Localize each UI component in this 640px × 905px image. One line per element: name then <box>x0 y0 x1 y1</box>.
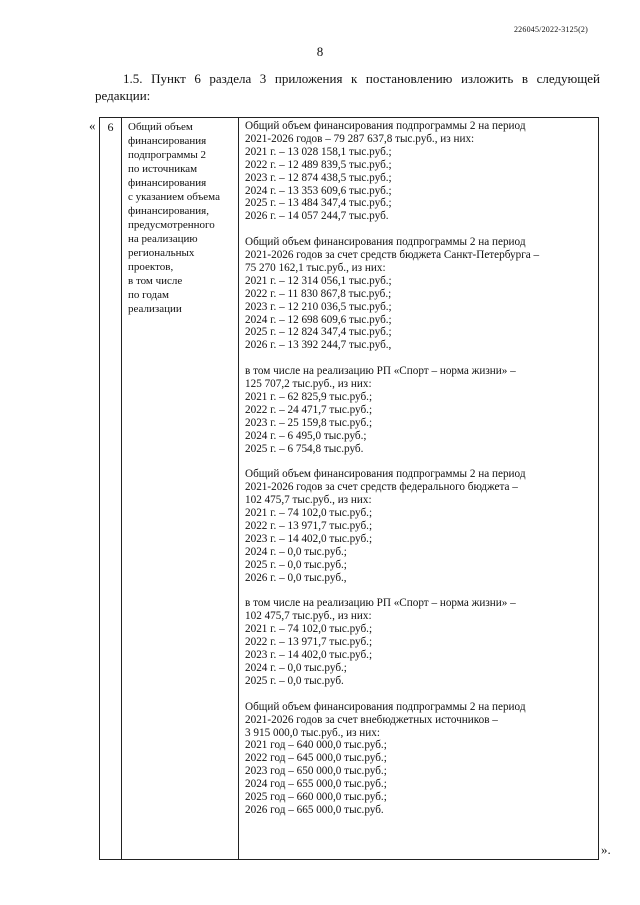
value-line: 2026 г. – 0,0 тыс.руб., <box>245 571 347 584</box>
opening-quote: « <box>89 118 96 133</box>
value-line: 2023 г. – 14 402,0 тыс.руб.; <box>245 532 373 545</box>
value-line: 2022 г. – 13 971,7 тыс.руб.; <box>245 520 373 533</box>
value-line: 2024 г. – 6 495,0 тыс.руб.; <box>245 429 367 442</box>
section-spacer <box>245 223 598 236</box>
financing-table <box>99 117 599 860</box>
value-line: 2021 год – 640 000,0 тыс.руб.; <box>245 739 387 752</box>
value-line: 102 475,7 тыс.руб., из них: <box>245 610 372 623</box>
value-line: 2022 г. – 24 471,7 тыс.руб.; <box>245 403 373 416</box>
value-line: 2025 г. – 6 754,8 тыс.руб. <box>245 442 364 455</box>
description-line: финансирования, <box>128 205 209 217</box>
value-line: 2024 г. – 13 353 609,6 тыс.руб.; <box>245 184 392 197</box>
description-line: на реализацию <box>128 233 198 245</box>
value-line: 125 707,2 тыс.руб., из них: <box>245 378 372 391</box>
value-line: 2021-2026 годов за счет внебюджетных источников – <box>245 713 498 726</box>
description-line: с указанием объема <box>128 191 220 203</box>
value-line: 2021-2026 годов за счет средств федерального бюджета – <box>245 481 518 494</box>
value-line: 2021 г. – 13 028 158,1 тыс.руб.; <box>245 145 392 158</box>
intro-line-2: редакции: <box>95 88 151 103</box>
description-line: проектов, <box>128 261 174 273</box>
section-spacer <box>245 352 598 365</box>
description-cell <box>122 118 239 859</box>
value-line: 2025 г. – 0,0 тыс.руб.; <box>245 558 347 571</box>
value-line: в том числе на реализацию РП «Спорт – норма жизни» – <box>245 365 516 378</box>
value-line: 2021 г. – 74 102,0 тыс.руб.; <box>245 507 373 520</box>
value-line: 2024 год – 655 000,0 тыс.руб.; <box>245 778 387 791</box>
value-line: 2024 г. – 12 698 609,6 тыс.руб.; <box>245 313 392 326</box>
page-number: 8 <box>316 44 324 59</box>
value-line: Общий объем финансирования подпрограммы 2 на период <box>245 468 526 481</box>
value-line: 2021 г. – 12 314 056,1 тыс.руб.; <box>245 274 392 287</box>
description-line: предусмотренного <box>128 219 215 231</box>
value-line: 2023 г. – 14 402,0 тыс.руб.; <box>245 649 373 662</box>
description-line: в том числе <box>128 275 183 287</box>
value-line: 2026 год – 665 000,0 тыс.руб. <box>245 803 384 816</box>
closing-quote: ». <box>601 842 611 857</box>
description-line: реализации <box>128 303 182 315</box>
value-line: 2023 год – 650 000,0 тыс.руб.; <box>245 765 387 778</box>
value-line: 2023 г. – 12 874 438,5 тыс.руб.; <box>245 171 392 184</box>
value-line: 2022 г. – 12 489 839,5 тыс.руб.; <box>245 158 392 171</box>
value-line: 2022 г. – 11 830 867,8 тыс.руб.; <box>245 287 392 300</box>
description-line: подпрограммы 2 <box>128 149 207 161</box>
description-line: региональных <box>128 247 195 259</box>
description-line: финансирования <box>128 135 207 147</box>
section-spacer <box>245 688 598 701</box>
value-line: в том числе на реализацию РП «Спорт – норма жизни» – <box>245 597 516 610</box>
value-line: 2021 г. – 74 102,0 тыс.руб.; <box>245 623 373 636</box>
value-line: 2026 г. – 13 392 244,7 тыс.руб., <box>245 339 392 352</box>
description-line: Общий объем <box>128 121 193 133</box>
value-line: 2026 г. – 14 057 244,7 тыс.руб. <box>245 210 389 223</box>
value-line: 2025 г. – 12 824 347,4 тыс.руб.; <box>245 326 392 339</box>
value-line: 102 475,7 тыс.руб., из них: <box>245 494 372 507</box>
value-line: 75 270 162,1 тыс.руб., из них: <box>245 261 386 274</box>
row-number-cell: 6 <box>100 118 122 859</box>
value-line: Общий объем финансирования подпрограммы 2 на период <box>245 236 526 249</box>
description-line: по источникам <box>128 163 198 175</box>
intro-paragraph <box>95 70 600 104</box>
value-line: 2022 год – 645 000,0 тыс.руб.; <box>245 752 387 765</box>
value-line: 2023 г. – 12 210 036,5 тыс.руб.; <box>245 300 392 313</box>
value-line: 2025 год – 660 000,0 тыс.руб.; <box>245 791 387 804</box>
section-spacer <box>245 456 598 469</box>
value-line: 2022 г. – 13 971,7 тыс.руб.; <box>245 636 373 649</box>
document-number: 226045/2022-3125(2) <box>513 25 588 34</box>
values-cell <box>239 118 598 859</box>
value-line: 2025 г. – 0,0 тыс.руб. <box>245 674 344 687</box>
value-line: 2021-2026 годов за счет средств бюджета Санкт-Петербурга – <box>245 249 540 262</box>
value-line: 2024 г. – 0,0 тыс.руб.; <box>245 545 347 558</box>
value-line: 2023 г. – 25 159,8 тыс.руб.; <box>245 416 373 429</box>
description-line: по годам <box>128 289 169 301</box>
value-line: Общий объем финансирования подпрограммы 2 на период <box>245 700 526 713</box>
value-line: 2025 г. – 13 484 347,4 тыс.руб.; <box>245 197 392 210</box>
value-line: 3 915 000,0 тыс.руб., из них: <box>245 726 380 739</box>
description-line: финансирования <box>128 177 207 189</box>
intro-line-1: 1.5. Пункт 6 раздела 3 приложения к постановлению изложить в следующей <box>123 71 600 86</box>
value-line: 2021-2026 годов – 79 287 637,8 тыс.руб., из них: <box>245 132 475 145</box>
value-line: Общий объем финансирования подпрограммы 2 на период <box>245 120 526 132</box>
section-spacer <box>245 585 598 598</box>
value-line: 2021 г. – 62 825,9 тыс.руб.; <box>245 391 373 403</box>
value-line: 2024 г. – 0,0 тыс.руб.; <box>245 662 347 674</box>
